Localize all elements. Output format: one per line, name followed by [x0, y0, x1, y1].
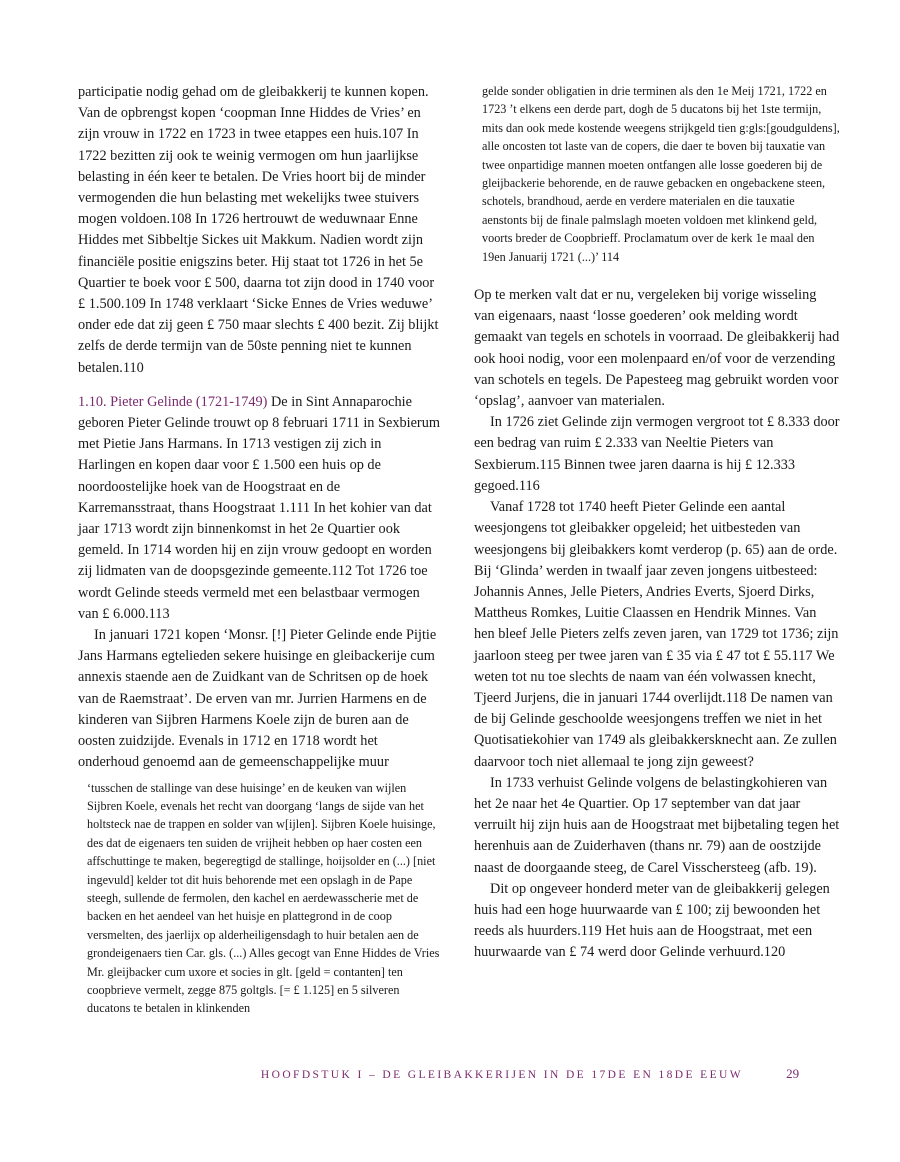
- section-number: 1.10.: [78, 393, 107, 410]
- page-footer: [0, 1066, 900, 1082]
- page-number: 29: [786, 1066, 800, 1081]
- left-column: [78, 82, 440, 1018]
- right-column: [474, 82, 840, 964]
- section-heading: Pieter Gelinde (1721-1749): [110, 393, 268, 410]
- body-paragraph: Dit op ongeveer honderd meter van de gleibakkerij gelegen huis had een hoge huurwaarde van £ 100; zij bewoonden het reeds als huurders.119 Het huis aan de Hoogstraat, met een huurwaarde van £ 74 werd door Gelinde verhuurd.120: [474, 880, 830, 961]
- body-paragraph: In januari 1721 kopen ‘Monsr. [!] Pieter Gelinde ende Pijtie Jans Harmans egtelieden sekere huisinge en gleibackerije cum annexis staende aen de Zuidkant van de Schritsen op de hoek van de Raemstraat’. De erven van mr. Jurrien Harmens en de kinderen van Sijbren Harmens Koele zijn de buren aan de oosten zuidzijde. Evenals in 1712 en 1718 wordt het onderhoud genoemd aan de gemeenschappelijke muur: [78, 627, 437, 771]
- block-quote: ‘tusschen de stallinge van dese huisinge’ en de keuken van wijlen Sijbren Koele, evenals het recht van doorgang ‘langs de sijde van het holtsteck nae de trappen en solder van w[ijlen]. Sijbren Koele huisinge, des dat de eigenaers ten suiden de vrijheit hebben op haer costen een affschuttinge te maken, begeregtigd de stallinge, hoijsolder en (...) [niet ingevuld] kelder tot dit huis behorende met een opslagh in de Pape steegh, sullende de fermolen, den kachel en aerdewasscherie met de backen en het aendeel van het huisje en plattegrond in de coop versmelten, des jaerlijx op alderheiligensdagh to huir betalen aen de grondeigenaers tien Car. gls. (...) Alles gecogt van Enne Hiddes de Vries Mr. gleijbacker cum uxore et socies in glt. [geld = contanten] ten coopbrieve vermelt, zegge 875 goltgls. [= £ 1.125] en 5 silveren ducatons te betalen in klinkenden: [87, 780, 440, 1016]
- body-paragraph: In 1726 ziet Gelinde zijn vermogen vergroot tot £ 8.333 door een bedrag van ruim £ 2.333 van Neeltie Pieters van Sexbierum.115 Binnen twee jaren daarna is hij £ 12.333 gegoed.116: [474, 414, 840, 494]
- body-paragraph: participatie nodig gehad om de gleibakkerij te kunnen kopen. Van de opbrengst kopen ‘coopman Inne Hiddes de Vries’ en zijn vrouw in 1722 en 1723 in twee etappes een huis.107 In 1722 bezitten zij ook te weinig vermogen om hun jaarlijkse belasting in één keer te betalen. De Vries hoort bij de minder vermogenden die hun belasting met wekelijks twee stuivers mogen voldoen.108 In 1726 hertrouwt de weduwnaar Enne Hiddes met Sibbeltje Sickes uit Makkum. Nadien wordt zijn financiële positie enigszins beter. Hij staat tot 1726 in het 5e Quartier te boek voor £ 500, daarna tot zijn dood in 1740 voor £ 1.500.109 In 1748 verklaart ‘Sicke Ennes de Vries weduwe’ onder ede dat zij geen £ 750 maar slechts £ 400 bezit. Zij blijkt zelfs de derde termijn van de 50ste penning niet te kunnen betalen.110: [78, 84, 439, 376]
- body-paragraph: Vanaf 1728 tot 1740 heeft Pieter Gelinde een aantal weesjongens tot gleibakker opgeleid; het uitbesteden van weesjongens bij gleibakkers komt verderop (p. 65) aan de orde. Bij ‘Glinda’ werden in twaalf jaar zeven jongens uitbesteed: Johannis Annes, Jelle Pieters, Andries Everts, Sjoerd Dirks, Mattheus Romkes, Luitie Claassen en Hendrik Minnes. Van hen bleef Jelle Pieters zelfs zeven jaren, van 1729 tot 1736; zijn jaarloon steeg per twee jaren van £ 35 via £ 47 tot £ 55.117 We weten tot nu toe slechts de naam van één volwassen knecht, Tjeerd Jurjens, die in januari 1744 overlijdt.118 De namen van de bij Gelinde geschoolde weesjongens treffen we niet in het Quotisatiekohier van 1749 als gleibakkersknecht aan. Ze zullen daarvoor toch niet allemaal te jong zijn geweest?: [474, 499, 839, 770]
- running-head: HOOFDSTUK I – DE GLEIBAKKERIJEN IN DE 17DE EN 18DE EEUW: [260, 1069, 743, 1081]
- section-paragraph: [78, 392, 440, 625]
- section-body: De in Sint Annaparochie geboren Pieter Gelinde trouwt op 8 februari 1711 in Sexbierum met Pietie Jans Harmans. In 1713 vestigen zij zich in Harlingen en kopen daar voor £ 1.500 een huis op de noordoostelijke hoek van de Hoogstraat en de Karremansstraat, thans Hoogstraat 1.111 In het kohier van dat jaar 1713 wordt zijn binnenkomst in het 2e Quartier ook gemeld. In 1714 worden hij en zijn vrouw gedoopt en worden zij lidmaten van de doopsgezinde gemeente.112 Tot 1726 toe wordt Gelinde steeds vermeld met een belastbaar vermogen van £ 6.000.113: [78, 393, 440, 622]
- body-paragraph: Op te merken valt dat er nu, vergeleken bij vorige wisseling van eigenaars, naast ‘losse goederen’ ook melding wordt gemaakt van tegels en schotels in voorraad. De gleibakkerij had ook hooi nodig, voor een molenpaard en/of voor de verzending van schotels en tegels. De Papesteeg mag gebruikt worden voor ‘opslag’, aanvoer van materialen.: [474, 287, 840, 410]
- body-paragraph: In 1733 verhuist Gelinde volgens de belastingkohieren van het 2e naar het 4e Quartier. Op 17 september van dat jaar verruilt hij zijn huis aan de Hoogstraat met bijbetaling tegen het herenhuis aan de Zuiderhaven (thans nr. 79) aan de oostzijde naast de doorgaande steeg, de Carel Visschersteeg (afb. 19).: [474, 774, 840, 876]
- block-quote-continued: gelde sonder obligatien in drie terminen als den 1e Meij 1721, 1722 en 1723 ’t elkens een derde part, dogh de 5 ducatons bij het 1ste termijn, mits dan ook mede kostende weegens strijkgeld tien g:gls:[goudguldens], alle oncosten tot laste van de copers, die daer te boven bij tauxatie van twee onpartidige mannen moeten ontfangen alle losse goederen bij de gleijbackerie behorende, en de rauwe gebacken en ongebackene steen, schotels, brandhoud, aerde en verdere materialen en die tauxatie aenstonts bij de finale palmslagh moeten voldoen met klinkend geld, voorts breder de Coopbrieff. Proclamatum over de kerk 1e maal den 19en Januarij 1721 (...)’ 114: [482, 84, 840, 264]
